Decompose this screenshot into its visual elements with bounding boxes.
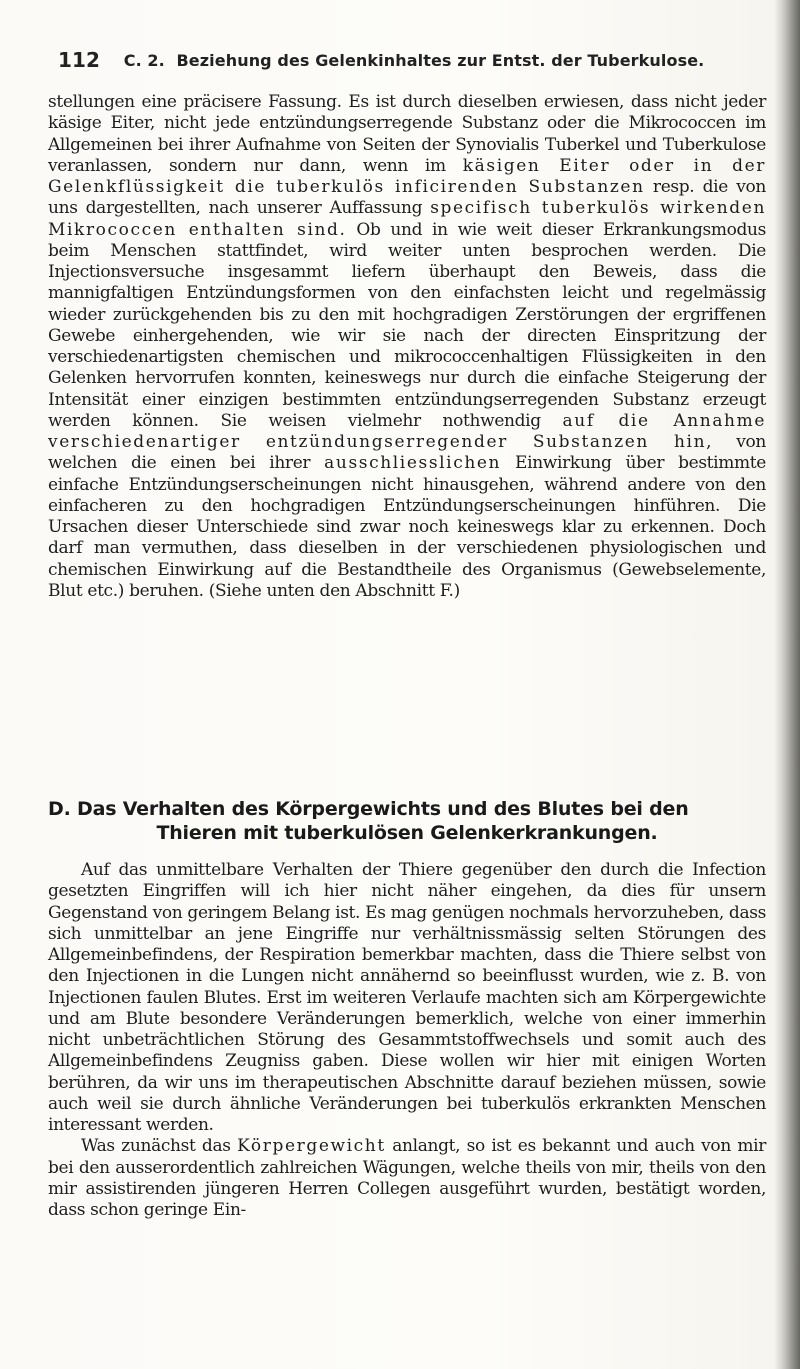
spaced-emphasis: Körpergewicht	[237, 1136, 386, 1157]
text-run: anlangt, so ist es bekannt und auch von mir bei den ausserordentlich zahlreichen Wägungen, welche theils von mir, theils von den mir assistirenden jüngeren Herren Collegen ausgeführt wurden, bestätigt worden, dass schon geringe Ein-	[48, 1136, 767, 1220]
paragraph	[48, 1136, 766, 1221]
paragraph	[48, 92, 766, 602]
text-run: Ob und in wie weit dieser Erkrankungsmodus beim Menschen stattfindet, wird weiter unten besprochen werden. Die Injectionsversuche insgesammt liefern überhaupt den Beweis, dass die mannigfaltigen Entzündungsformen von den einfachsten leicht und regelmässig wieder zurückgehenden bis zu den mit hochgradigen Zerstörungen der ergriffenen Gewebe einhergehenden, wie wir sie nach der directen Einspritzung der verschiedenartigsten chemischen und mikrococcenhaltigen Flüssigkeiten in den Gelenken hervorrufen konnten, keineswegs nur durch die einfache Steigerung der Intensität einer einzigen bestimmten entzündungserregenden Substanz erzeugt werden können. Sie weisen vielmehr nothwendig	[48, 219, 767, 431]
text-run: stellungen eine präcisere Fassung. Es ist durch dieselben erwiesen, dass nicht jeder käsige Eiter, nicht jede entzündungserregende Substanz oder die Mikrococcen im Allgemeinen bei ihrer Aufnahme von Seiten der Synovialis Tuberkel und Tuberkulose veranlassen, sondern nur dann, wenn im	[48, 92, 766, 176]
paragraph: Auf das unmittelbare Verhalten der Thiere gegenüber den durch die Infection gesetzten Eingriffen will ich hier nicht näher eingehen, da dies für unsern Gegenstand von geringem Belang ist. Es mag genügen nochmals hervorzuheben, dass sich unmittelbar an jene Eingriffe nur verhältnissmässig selten Störungen des Allgemeinbefindens, der Respiration bemerkbar machten, dass die Thiere selbst von den Injectionen in die Lungen nicht annähernd so beeinflusst wurden, wie z. B. von Injectionen faulen Blutes. Erst im weiteren Verlaufe machten sich am Körpergewichte und am Blute besondere Veränderungen bemerklich, welche von einer immerhin nicht unbeträchtlichen Störung des Gesammtstoffwechsels und somit auch des Allgemeinbefindens Zeugniss gaben. Diese wollen wir hier mit einigen Worten berühren, da wir uns im therapeutischen Abschnitte darauf beziehen müssen, sowie auch weil sie durch ähnliche Veränderungen bei tuberkulös erkrankten Menschen interessant werden.	[48, 860, 766, 1135]
spaced-emphasis: specifisch tuberkulös wirkenden Mikrococcen enthalten sind.	[48, 198, 766, 240]
chapter-label: C. 2.	[123, 51, 165, 70]
spaced-emphasis: auf die Annahme verschiedenartiger entzündungserregender Substanzen hin,	[48, 410, 766, 452]
page-number: 112	[58, 48, 101, 72]
running-head	[58, 48, 778, 76]
section-body	[48, 860, 766, 1221]
section-heading-line-1: D. Das Verhalten des Körpergewichts und des Blutes bei den	[48, 798, 689, 820]
text-run: von welchen die einen bei ihrer	[48, 432, 766, 474]
text-run: Einwirkung über bestimmte einfache Entzündungserscheinungen nicht hinausgehen, während andere von den einfacheren zu den hochgradigen Entzündungserscheinungen hinführen. Die Ursachen dieser Unterschiede sind zwar noch keineswegs klar zu erkennen. Doch darf man vermuthen, dass dieselben in der verschiedenen physiologischen und chemischen Einwirkung auf die Bestandtheile des Organismus (Gewebselemente, Blut etc.) beruhen. (Siehe unten den Abschnitt F.)	[48, 453, 766, 601]
spaced-emphasis: käsigen Eiter oder in der Gelenkflüssigkeit die tuberkulös inficirenden Substanzen	[48, 155, 767, 197]
section-heading-line-2: Thieren mit tuberkulösen Gelenkerkrankungen.	[156, 822, 658, 844]
spaced-emphasis: ausschliesslichen	[324, 453, 502, 474]
running-title: Beziehung des Gelenkinhaltes zur Entst. der Tuberkulose.	[176, 51, 705, 70]
text-run: resp. die von uns dargestellten, nach unserer Auffassung	[48, 177, 766, 219]
section-heading	[48, 797, 766, 845]
page-edge-shadow	[774, 0, 800, 1369]
paragraph-continuation	[48, 92, 766, 602]
text-run: Was zunächst das	[81, 1136, 238, 1157]
